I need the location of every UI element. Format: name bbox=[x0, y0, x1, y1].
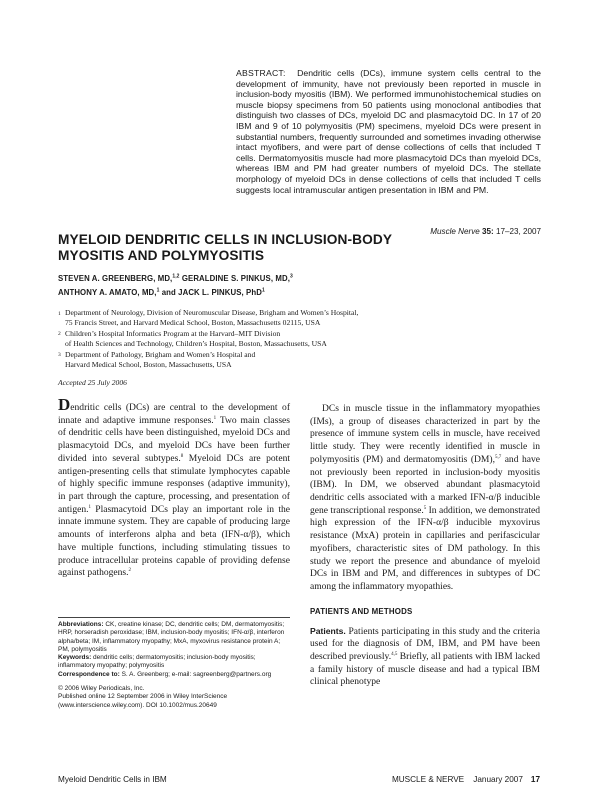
affiliation-3 bbox=[58, 350, 478, 370]
affiliation-2 bbox=[58, 329, 478, 349]
paragraph-text: Two main classes of dendritic cells have been distinguished, myeloid DCs and plasmacytoid DCs, and myeloid DCs have been further divided into several subtypes. bbox=[58, 414, 290, 464]
note-text: S. A. Greenberg; e-mail: sagreenberg@partners.org bbox=[119, 670, 272, 678]
affiliation-line: Children’s Hospital Informatics Program at the Harvard–MIT Division bbox=[65, 328, 281, 338]
abbreviations-note bbox=[58, 621, 290, 654]
copyright-note: © 2006 Wiley Periodicals, Inc. bbox=[58, 685, 145, 693]
note-label: Keywords: bbox=[58, 654, 92, 662]
running-footer-title: Myeloid Dendritic Cells in IBM bbox=[58, 775, 167, 784]
affiliation-number: 1 bbox=[58, 310, 61, 317]
paragraph-text: Patients participating in this study and the criteria used for the diagnosis of DM, IBM, and PM have been described previously. bbox=[310, 625, 540, 662]
correspondence-note bbox=[58, 671, 290, 679]
note-label: Abbreviations: bbox=[58, 621, 104, 628]
footer-date: January 2007 bbox=[473, 775, 523, 784]
article-notes bbox=[58, 621, 290, 710]
affiliation-number: 3 bbox=[58, 352, 61, 359]
author-4-affil: 1 bbox=[261, 286, 265, 293]
affiliation-line: Department of Pathology, Brigham and Women’s Hospital and bbox=[65, 349, 256, 359]
paragraph-text: and have not previously been reported in inclusion-body myositis (IBM). In DM, we observed abundant plasmacytoid dendritic cells associated with a marked IFN-α/β inducible gene transcriptional response. bbox=[310, 453, 540, 516]
footer-journal: MUSCLE & NERVE bbox=[391, 775, 465, 784]
publication-note: Published online 12 September 2006 in Wiley InterScience (www.interscience.wiley.com). DOI 10.1002/mus.20649 bbox=[58, 693, 228, 709]
paragraph-text: endritic cells (DCs) are central to the development of innate and adaptive immune responses. bbox=[58, 402, 290, 426]
note-text: dendritic cells; dermatomyositis; inclusion-body myositis; inflammatory myopathy; polymyositis bbox=[58, 654, 256, 670]
citation-pages: 17–23, 2007 bbox=[495, 227, 541, 236]
body-column-right bbox=[310, 403, 540, 689]
reference-marker: 1 bbox=[88, 504, 91, 510]
accepted-date: Accepted 25 July 2006 bbox=[58, 378, 127, 387]
drop-cap: D bbox=[58, 395, 71, 414]
footnote-divider bbox=[58, 617, 290, 618]
author-3: ANTHONY A. AMATO, MD, bbox=[58, 287, 157, 297]
patients-paragraph bbox=[310, 625, 540, 690]
body-column-left bbox=[58, 395, 290, 580]
author-3-affil: 1 bbox=[156, 286, 160, 293]
section-heading: PATIENTS AND METHODS bbox=[310, 606, 413, 616]
reference-marker: 4,5 bbox=[391, 651, 398, 657]
reference-marker: 8 bbox=[180, 453, 184, 459]
paragraph-text: Myeloid DCs are potent antigen-presenting cells that stimulate lymphocytes capable of highly specific immune responses (adaptive immunity), in part through the capture, processing, and presentation of antigen. bbox=[58, 452, 290, 515]
affiliation-line: 75 Francis Street, and Harvard Medical School, Boston, Massachusetts 02115, USA bbox=[65, 318, 321, 328]
abstract-label: ABSTRACT: bbox=[236, 68, 286, 78]
article-title: MYELOID DENDRITIC CELLS IN INCLUSION-BODY MYOSITIS AND POLYMYOSITIS bbox=[58, 232, 392, 263]
page-number: 17 bbox=[530, 775, 540, 784]
note-label: Correspondence to: bbox=[58, 670, 120, 678]
abstract-text: Dendritic cells (DCs), immune system cells central to the development of immunity, have not previously been reported in muscle in inclusion-body myositis (IBM). We performed immunohistochemical studies on muscle biopsy specimens from 50 patients using monoclonal antibodies that distinguish two classes of DCs, myeloid DC and plasmacytoid DC. In 17 of 20 IBM and 9 of 10 polymyositis (PM) specimens, myeloid DCs were present in substantial numbers, frequently surrounded and sometimes invading otherwise intact myofibers, and were part of dense collections of cells that included T cells. Dermatomyositis muscle had more plasmacytoid DCs than myeloid DCs, whereas IBM and PM had greater numbers of myeloid DCs. The stellate morphology of myeloid DCs in dense collections of cells that included T cells suggests local intramuscular antigen presentation in IBM and PM. bbox=[236, 68, 542, 195]
affiliation-line: of Health Sciences and Technology, Children’s Hospital, Boston, Massachusetts, USA bbox=[65, 339, 327, 348]
abstract bbox=[236, 68, 541, 195]
running-footer-journal bbox=[392, 775, 540, 784]
author-2: GERALDINE S. PINKUS, MD, bbox=[181, 274, 290, 283]
affiliations bbox=[58, 308, 478, 370]
author-4: and JACK L. PINKUS, PhD bbox=[161, 287, 262, 297]
affiliation-line: Department of Neurology, Division of Neuromuscular Disease, Brigham and Women’s Hospital, bbox=[65, 308, 359, 317]
author-list bbox=[58, 272, 398, 299]
affiliation-number: 2 bbox=[58, 331, 61, 338]
paragraph-text: In addition, we demonstrated high expression of the IFN-α/β inducible myxovirus resistance (MxA) protein in capillaries and perifascicular myofibers, characteristic sites of DM pathology. In this study we report the presence and abundance of myeloid DCs in IBM and PM, and differences in subtypes of DC among the inflammatory myopathies. bbox=[310, 504, 540, 593]
paragraph-text: Plasmacytoid DCs play an important role in the innate immune system. They are capable of producing large amounts of interferons alpha and beta (IFN-α/β), which have multiple functions, including stimulating tissues to produce intracellular proteins capable of providing defense against pathogens. bbox=[58, 503, 290, 579]
intro-paragraph-2 bbox=[310, 403, 540, 594]
reference-marker: 5 bbox=[423, 505, 427, 511]
reference-marker: 1 bbox=[213, 415, 217, 421]
citation-journal: Muscle Nerve bbox=[430, 227, 480, 236]
author-2-affil: 3 bbox=[289, 273, 293, 280]
paragraph-text: Briefly, all patients with IBM lacked a family history of muscle disease and had a typical IBM clinical phenotype bbox=[310, 650, 540, 688]
reference-marker: 2 bbox=[128, 568, 132, 574]
intro-paragraph bbox=[58, 395, 290, 580]
affiliation-line: Harvard Medical School, Boston, Massachusetts, USA bbox=[65, 359, 232, 369]
author-1: STEVEN A. GREENBERG, MD, bbox=[58, 274, 173, 283]
author-1-affil: 1,2 bbox=[172, 273, 180, 280]
reference-marker: 5,7 bbox=[494, 454, 502, 460]
subsection-heading: Patients. bbox=[310, 625, 346, 636]
paragraph-text: DCs in muscle tissue in the inflammatory myopathies (IMs), a group of diseases characterized in part by the presence of immune system cells in muscle, have received little study. They were recently identified in muscle in polymyositis (PM) and dermatomyositis (DM), bbox=[310, 403, 540, 465]
affiliation-1 bbox=[58, 308, 478, 328]
note-text: CK, creatine kinase; DC, dendritic cells; DM, dermatomyositis; HRP, horseradish peroxidase; IBM, inclusion-body myositis; IFN-α/β, interferon alpha/beta; IM, inflammatory myopathy; MxA, myxovirus resistance protein A; PM, polymyositis bbox=[58, 621, 285, 653]
keywords-note bbox=[58, 654, 290, 671]
citation-volume: 35: bbox=[482, 227, 494, 236]
